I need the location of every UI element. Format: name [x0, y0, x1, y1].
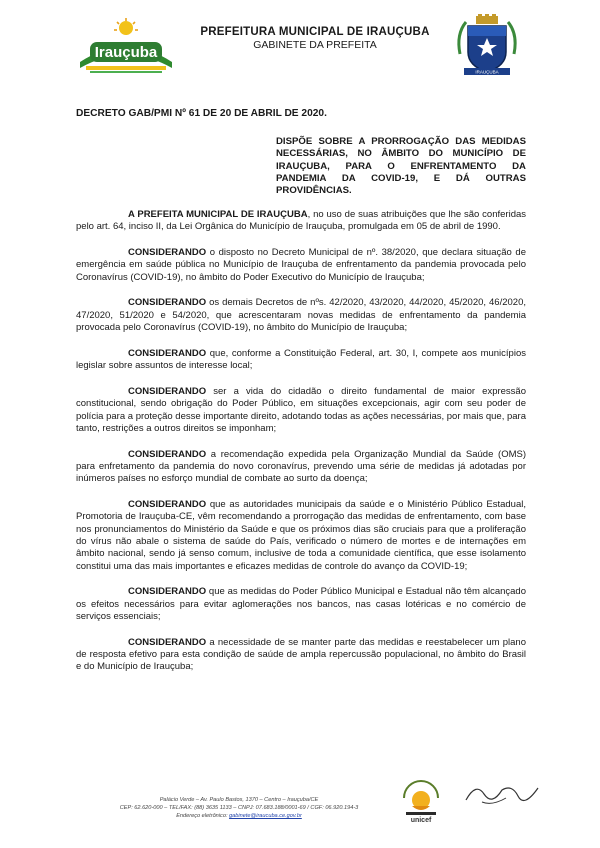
- paragraph-lead: CONSIDERANDO: [128, 347, 207, 359]
- footer-address: [84, 796, 394, 820]
- signature-icon: [462, 776, 546, 810]
- paragraph-lead: CONSIDERANDO: [128, 448, 207, 460]
- header-subtitle: GABINETE DA PREFEITA: [253, 39, 377, 51]
- paragraph-lead: CONSIDERANDO: [128, 297, 207, 309]
- decree-title: DECRETO GAB/PMI Nº 61 DE 20 DE ABRIL DE 2020.: [76, 108, 327, 119]
- footer-email-label: Endereço eletrônico:: [176, 813, 230, 819]
- logo-text: Irauçuba: [94, 44, 158, 61]
- paragraph: [76, 637, 526, 674]
- unicef-label: unicef: [410, 817, 432, 824]
- paragraph-lead: CONSIDERANDO: [128, 247, 207, 259]
- paragraph: [76, 348, 526, 373]
- svg-text:IRAUÇUBA: IRAUÇUBA: [475, 69, 499, 75]
- footer-line: [84, 812, 394, 820]
- paragraph-text: a recomendação expedida pela Organização Mundial da Saúde (OMS) para enfretamento da pandemia do novo coronavírus, prevendo uma série de medidas já adotadas por inúmeros países no esforço mundial de combate ao surto da doença;: [76, 448, 526, 485]
- decree-summary: DISPÕE SOBRE A PRORROGAÇÃO DAS MEDIDAS NECESSÁRIAS, NO ÂMBITO DO MUNICÍPIO DE IRAUÇUBA, PARA O ENFRENTAMENTO DA PANDEMIA DA COVID-19, E DÁ OUTRAS PROVIDÊNCIAS.: [276, 136, 526, 197]
- paragraph-lead: CONSIDERANDO: [128, 586, 207, 598]
- paragraph: [76, 297, 526, 334]
- coat-of-arms-icon: [452, 14, 522, 80]
- paragraph-text: o disposto no Decreto Municipal de nº. 38/2020, que declara situação de emergência em saúde pública no Município de Irauçuba de enfrentamento da pandemia provocada pelo Coronavírus (COVID-19), no âmbito do Poder Executivo do Município de Irauçuba;: [76, 247, 526, 283]
- letterhead: [180, 26, 450, 51]
- paragraph: [76, 386, 526, 435]
- paragraph: [76, 499, 526, 573]
- paragraph-text: os demais Decretos de nºs. 42/2020, 43/2020, 44/2020, 45/2020, 46/2020, 47/2020, 51/2020 e 54/2020, que acrescentaram novas medidas de enfrentamento da pandemia provocada pelo Coronavírus (COVID-19), no âmbito do Município de Irauçuba;: [76, 297, 526, 334]
- paragraph: [76, 209, 526, 234]
- paragraph: [76, 586, 526, 623]
- paragraph-text: ser a vida do cidadão o direito fundamental de maior expressão constitucional, sendo obrigação do Poder Público, em situações excepcionais, agir com seu poder de polícia para a proteção desse importante direito, adotando todas as ações necessárias, por mais que, para tanto, restrições a outros direitos se imponham;: [76, 385, 526, 434]
- paragraph-lead: A PREFEITA MUNICIPAL DE IRAUÇUBA: [128, 209, 308, 220]
- footer-line: Palácio Verde – Av. Paulo Bastos, 1370 – Centro – Irauçuba/CE: [159, 797, 319, 803]
- paragraph-text: que as autoridades municipais da saúde e o Ministério Público Estadual, Promotoria de Irauçuba-CE, vêm recomendando a prorrogação das medidas de enfrentamento, com base nos pronunciamentos do Ministério da Saúde e que os próximos dias são cruciais para que a proliferação do vírus não abale o sistema de saúde do País, verificado o número de mortes e de internações em âmbito nacional, sendo já senso comum, inclusive de toda a comunidade científica, que esse isolamento constitui uma das mais importantes e eficazes medidas de controle do avanço da COVID-19;: [76, 499, 526, 572]
- footer-line: CEP: 62.620-000 – TEL/FAX: (88) 3635 1133 – CNPJ: 07.683.188/0001-69 / CGF: 06.920.194-3: [119, 805, 359, 811]
- paragraph-lead: CONSIDERANDO: [128, 385, 207, 397]
- paragraph-text: , no uso de suas atribuições que lhe são conferidas pelo art. 64, inciso II, da Lei Orgânica do Município de Irauçuba, promulgada em 05 de abril de 1990.: [76, 209, 527, 233]
- paragraph: [76, 247, 526, 284]
- paragraph-lead: CONSIDERANDO: [128, 636, 207, 648]
- footer-email-link[interactable]: gabinete@iraucuba.ce.gov.br: [229, 813, 302, 819]
- paragraph-text: a necessidade de se manter parte das medidas e reestabelecer um plano de resposta efetivo para esta condição de saúde de ampla repercussão populacional, no âmbito do Brasil e do Município de Irauçuba;: [76, 636, 526, 673]
- paragraph-text: que, conforme a Constituição Federal, art. 30, I, compete aos municípios legislar sobre assuntos de interesse local;: [76, 347, 526, 372]
- municipal-logo: [76, 18, 176, 76]
- paragraph-lead: CONSIDERANDO: [128, 499, 207, 511]
- paragraph-text: que as medidas do Poder Público Municipal e Estadual não têm alcançado os efeitos necessários para evitar aglomerações nos bancos, nas casas lotéricas e no comércio de serviços essenciais;: [76, 586, 526, 622]
- decree-body: [76, 209, 526, 687]
- paragraph: [76, 449, 526, 486]
- header-title: PREFEITURA MUNICIPAL DE IRAUÇUBA: [200, 26, 430, 38]
